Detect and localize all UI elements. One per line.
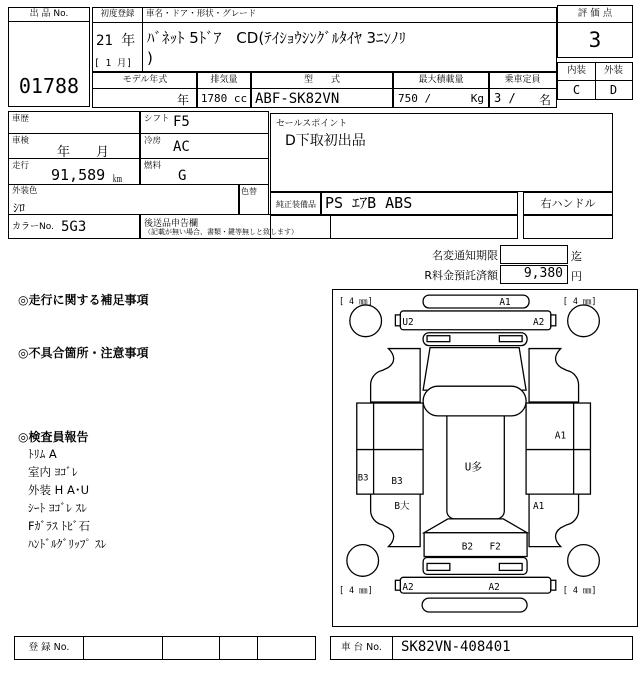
- exterior-color-value: ｼﾛ: [13, 201, 26, 215]
- aircon-cell: [139, 133, 269, 159]
- windshield-shape: [423, 348, 526, 391]
- exterior-color-label: 外装色: [12, 186, 38, 196]
- right-side-panel-shape: [526, 403, 590, 494]
- displacement-cell: [196, 72, 252, 108]
- rear-bumper-shape: [422, 598, 527, 612]
- capacity-unit: 名: [538, 93, 551, 107]
- color-change-label: 色替: [241, 187, 257, 196]
- first-reg-year: 21 年: [96, 33, 136, 49]
- name-change-label: 名変通知期限: [432, 249, 498, 262]
- rear-right-wheel-icon: [568, 545, 600, 577]
- aircon-value: AC: [173, 139, 190, 155]
- left-quarter-grade: B大: [394, 500, 410, 512]
- left-rocker-grade: B3: [357, 473, 369, 484]
- inspector-item: ﾊﾝﾄﾞﾙｸﾞﾘｯﾌﾟ ｽﾚ: [28, 537, 107, 551]
- color-change-cell: [238, 184, 269, 215]
- first-reg-month: [ 1 月]: [94, 58, 133, 69]
- inspector-report-list: [28, 446, 288, 554]
- cowl-left-rect: [427, 336, 450, 342]
- front-left-wheel-icon: [350, 305, 382, 337]
- capacity-cell: [488, 72, 557, 108]
- model-code-value: ABF-SK82VN: [255, 91, 340, 107]
- front-panel-right-grade: A2: [533, 316, 545, 328]
- lot-no-value: 01788: [18, 74, 80, 98]
- exterior-grade: D: [609, 83, 618, 97]
- vehicle-name-label: 車名・ドア・形状・グレード: [142, 8, 556, 23]
- defects-heading: ◎不具合箇所・注意事項: [18, 346, 149, 360]
- tire-depth-rear-left: [ 4 ㎜]: [338, 585, 373, 596]
- model-code-label: 型 式: [251, 73, 393, 89]
- interior-label: 内装: [566, 65, 586, 76]
- front-panel-tab-right: [551, 315, 556, 326]
- inspector-heading: ◎検査員報告: [18, 430, 89, 444]
- history-label: 車歴: [12, 114, 30, 124]
- color-no-cell: [8, 214, 141, 239]
- front-panel-tab-left: [395, 315, 400, 326]
- model-year-value: 年: [176, 93, 189, 107]
- divider: [257, 637, 258, 659]
- inspector-item: 室内 ﾖｺﾞﾚ: [28, 465, 78, 479]
- lot-no-header: 出 品 No.: [8, 7, 90, 22]
- equipment-label-cell: [270, 192, 322, 216]
- shift-value: F5: [173, 114, 190, 130]
- capacity-value: 3 /: [494, 91, 516, 105]
- tire-depth-rear-right: [ 4 ㎜]: [562, 585, 597, 596]
- model-year-cell: [92, 72, 198, 108]
- model-year-label: モデル年式: [93, 73, 197, 89]
- divider: [595, 63, 596, 99]
- inspector-item: ﾄﾘﾑ A: [28, 447, 57, 461]
- fuel-value: G: [178, 168, 187, 184]
- rear-panel-tab-right: [551, 580, 556, 590]
- exterior-label: 外装: [603, 65, 623, 76]
- rear-panel-tab-left: [395, 580, 400, 590]
- rear-lamp-left: [427, 563, 450, 570]
- vehicle-name-line1: ﾊﾞﾈｯﾄ 5ﾄﾞｱ CD(ﾃｲｼｮｳｼﾝｸﾞﾙﾀｲﾔ 3ﾆﾝﾉﾘ: [147, 29, 407, 47]
- max-load-cell: [392, 72, 490, 108]
- left-front-fender-shape: [371, 349, 421, 402]
- mileage-unit: ㎞: [113, 175, 123, 185]
- tire-depth-front-left: [ 4 ㎜]: [338, 296, 373, 307]
- shift-cell: [139, 111, 269, 134]
- rear-panel-left-grade: A2: [402, 582, 414, 594]
- later-items-note: （記載が無い場合、書類・鍵等無しと致します）: [144, 228, 298, 236]
- chassis-no-label: 車 台 No.: [331, 637, 393, 659]
- divider: [219, 637, 220, 659]
- exterior-color-cell: [8, 184, 240, 215]
- inspection-value: 年 月: [57, 145, 110, 160]
- handle-cell: 右ハンドル: [523, 192, 613, 216]
- vehicle-header-box: [92, 7, 557, 72]
- history-cell: [8, 111, 141, 134]
- later-items-label: 後送品申告欄: [144, 219, 199, 229]
- inspection-label: 車検: [12, 136, 30, 146]
- front-bumper-shape: [423, 295, 529, 308]
- rear-panel-center-grade: A2: [488, 582, 500, 594]
- shift-label: シフト: [144, 114, 170, 124]
- sales-point-box: [270, 113, 613, 192]
- sales-point-value: D下取初出品: [285, 133, 366, 149]
- inspector-item: ｼｰﾄ ﾖｺﾞﾚ ｽﾚ: [28, 501, 88, 515]
- equipment-empty-row: [270, 214, 518, 239]
- color-no-value: 5G3: [61, 219, 87, 235]
- mileage-cell: [8, 158, 141, 185]
- left-slide-door-grade: B3: [391, 476, 403, 488]
- fuel-cell: [139, 158, 269, 185]
- max-load-value: 750 /: [398, 92, 432, 105]
- score-label: 評 価 点: [558, 6, 632, 23]
- score-value: 3: [588, 28, 602, 52]
- first-reg-label: 初度登録: [93, 8, 142, 23]
- recycle-box: 9,380: [500, 265, 568, 284]
- rear-gate-left-grade: B2: [461, 541, 474, 553]
- damage-diagram-box: [332, 289, 638, 627]
- displacement-value: 1780 cc: [200, 92, 248, 105]
- aircon-label: 冷房: [144, 136, 162, 146]
- mileage-label: 走行: [12, 161, 30, 171]
- score-box: [557, 5, 633, 58]
- roof-grade: U多: [464, 460, 483, 474]
- rear-left-wheel-icon: [347, 545, 379, 577]
- capacity-label: 乗車定員: [489, 73, 556, 89]
- inspector-item: 外装 H A･U: [28, 483, 89, 497]
- inspector-item: Fｶﾞﾗｽ ﾄﾋﾞ石: [28, 519, 91, 533]
- recycle-label: R料金預託済額: [424, 269, 498, 282]
- inspection-cell: [8, 133, 141, 159]
- rear-gate-shape: [424, 533, 527, 557]
- interior-grade: C: [572, 83, 581, 97]
- front-panel-left-grade: U2: [402, 316, 414, 328]
- rear-glass-shape: [424, 519, 527, 533]
- rear-lamp-right: [499, 563, 522, 570]
- interior-exterior-box: [557, 62, 633, 100]
- vehicle-name-line2: ): [147, 49, 153, 67]
- driving-remarks-heading: ◎走行に関する補足事項: [18, 293, 149, 307]
- right-front-fender-shape: [529, 349, 579, 402]
- name-change-suffix: 迄: [571, 250, 582, 263]
- chassis-no-value: SK82VN-408401: [401, 639, 511, 655]
- equipment-label: 純正装備品: [276, 199, 316, 209]
- divider: [162, 637, 163, 659]
- lot-no-box: [8, 21, 90, 107]
- registration-no-box: [14, 636, 316, 660]
- mileage-value: 91,589: [51, 166, 106, 184]
- sales-point-label: セールスポイント: [276, 119, 348, 129]
- chassis-no-box: [330, 636, 633, 660]
- front-roof-shape: [423, 386, 526, 416]
- name-change-box: [500, 245, 568, 264]
- max-load-unit: Kg: [470, 92, 484, 105]
- registration-no-label: 登 録 No.: [15, 637, 84, 659]
- rear-gate-right-grade: F2: [489, 541, 501, 553]
- right-quarter-grade: A1: [533, 500, 545, 512]
- color-no-label: カラーNo.: [12, 222, 54, 232]
- car-diagram: [333, 290, 636, 625]
- fuel-label: 燃料: [144, 161, 162, 171]
- tire-depth-front-right: [ 4 ㎜]: [562, 296, 597, 307]
- equipment-value-cell: PS ｴｱB ABS: [320, 192, 518, 216]
- max-load-label: 最大積載量: [393, 73, 489, 89]
- displacement-label: 排気量: [197, 73, 251, 89]
- front-right-wheel-icon: [568, 305, 600, 337]
- right-side-front-grade: A1: [554, 430, 567, 442]
- handle-empty-row: [523, 214, 613, 239]
- front-panel-shape: [400, 311, 551, 330]
- front-bumper-grade: A1: [499, 297, 511, 309]
- cowl-right-rect: [499, 336, 522, 342]
- recycle-unit: 円: [571, 270, 582, 283]
- rear-panel-shape: [400, 577, 551, 593]
- model-code-cell: [250, 72, 394, 108]
